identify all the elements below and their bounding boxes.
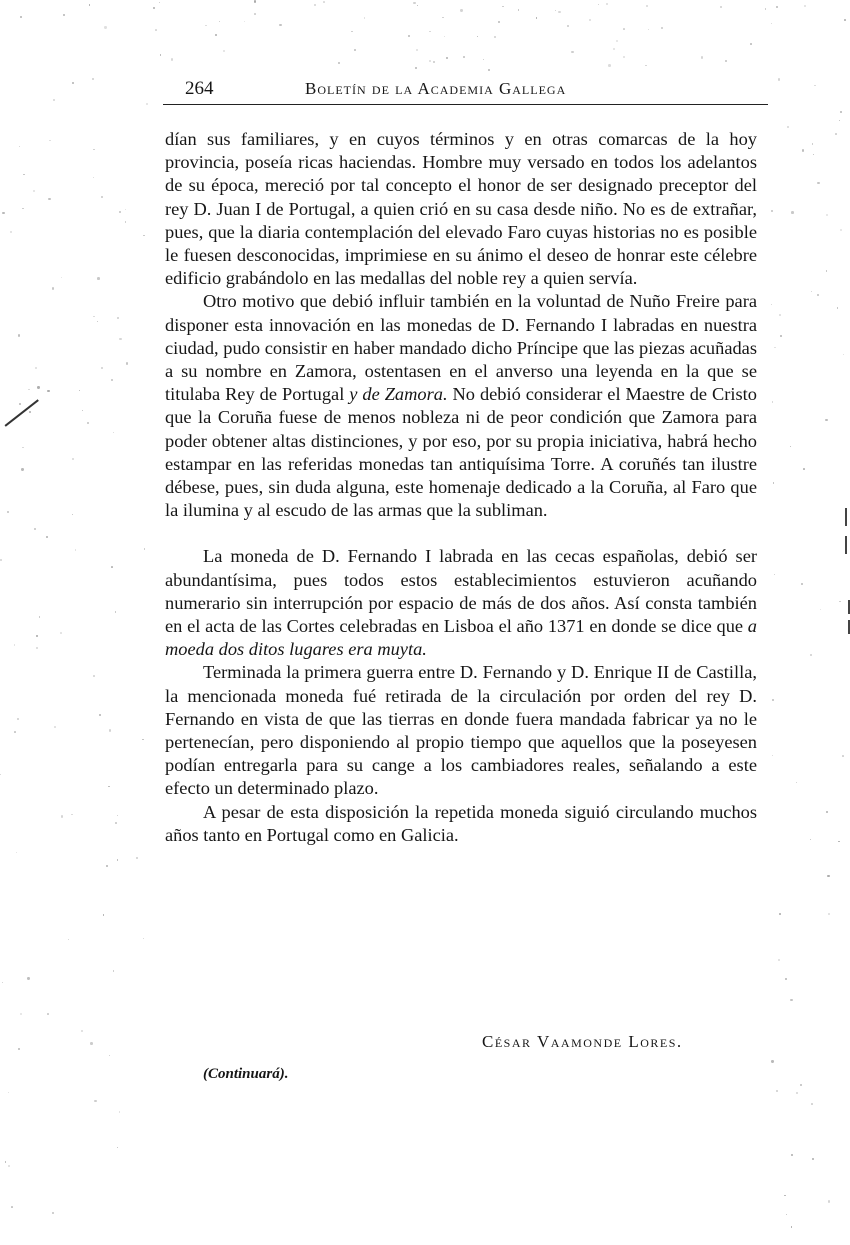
scan-speck: [720, 6, 722, 8]
scan-speck: [558, 11, 560, 13]
scan-speck: [93, 316, 95, 318]
scan-speck: [29, 411, 31, 413]
scan-speck: [106, 865, 108, 867]
paragraph-text: A pesar de esta disposición la repetida moneda siguió circulando muchos años tanto en Portugal como en Galicia.: [165, 801, 757, 845]
scan-speck: [413, 2, 415, 4]
scan-speck: [314, 4, 316, 6]
scan-speck: [802, 149, 804, 151]
scan-speck: [72, 514, 73, 515]
scan-speck: [126, 362, 128, 364]
scan-speck: [364, 17, 365, 18]
scan-speck: [125, 209, 126, 210]
scan-speck: [801, 583, 804, 586]
scan-speck: [765, 8, 767, 10]
scan-speck: [803, 468, 805, 470]
scan-speck: [27, 977, 29, 979]
scan-speck: [820, 609, 821, 610]
scan-speck: [828, 913, 830, 915]
scan-speck: [111, 566, 113, 568]
scan-speck: [215, 34, 217, 36]
scan-speck: [844, 19, 846, 21]
scan-speck: [791, 1226, 793, 1228]
scan-speck: [776, 1090, 778, 1092]
margin-stroke: [5, 399, 39, 426]
scan-speck: [19, 403, 21, 405]
scan-speck: [323, 1, 325, 3]
scan-speck: [23, 174, 24, 175]
scan-speck: [555, 10, 556, 11]
scan-speck: [774, 347, 776, 349]
article-body: [165, 128, 757, 847]
scan-speck: [92, 78, 94, 80]
scan-speck: [838, 841, 840, 843]
paragraph-text: La moneda de D. Fernando I labrada en las cecas españolas, debió ser abundantísima, pues todos estos establecimientos estuvieron acuñando numerario sin interrupción por espacio de más de dos años. Así consta también en el acta de las Cortes celebradas en Lisboa el año 1371 en donde se dice que: [165, 546, 757, 637]
scan-speck: [354, 49, 356, 51]
scan-speck: [2, 212, 4, 214]
scan-speck: [8, 1165, 11, 1168]
scan-speck: [813, 154, 815, 156]
scan-speck: [778, 959, 780, 961]
scan-speck: [776, 6, 778, 8]
scan-speck: [63, 14, 65, 16]
scan-speck: [790, 999, 792, 1001]
scan-speck: [97, 321, 98, 322]
scan-speck: [97, 277, 100, 280]
scan-speck: [223, 50, 225, 52]
scan-speck: [779, 913, 781, 915]
scan-speck: [416, 49, 418, 51]
scan-speck: [115, 822, 117, 824]
scan-speck: [598, 4, 600, 6]
scan-speck: [119, 1111, 120, 1112]
scan-speck: [37, 386, 39, 388]
scan-speck: [159, 2, 160, 3]
italic-quote: a moeda dos ditos lugares era muyta.: [165, 616, 757, 660]
running-title: Boletín de la Academia Gallega: [305, 79, 567, 98]
scan-speck: [786, 1214, 788, 1216]
scan-speck: [613, 48, 615, 50]
scan-speck: [772, 755, 773, 756]
scan-speck: [826, 270, 827, 271]
italic-phrase: y de Zamora.: [349, 384, 448, 405]
scan-speck: [20, 16, 22, 18]
scan-speck: [606, 3, 608, 5]
scan-speck: [771, 23, 772, 24]
scan-speck: [18, 1048, 20, 1050]
scan-speck: [796, 782, 797, 783]
scan-speck: [117, 317, 119, 319]
scan-speck: [155, 29, 157, 31]
scan-speck: [804, 5, 806, 7]
scan-speck: [101, 367, 103, 369]
scan-speck: [71, 814, 73, 816]
scan-speck: [89, 4, 90, 5]
scan-speck: [117, 815, 118, 816]
scan-speck: [28, 389, 29, 390]
paragraph: [165, 661, 757, 800]
scan-speck: [518, 9, 519, 10]
scan-speck: [119, 211, 121, 213]
scan-speck: [46, 536, 48, 538]
scan-speck: [75, 549, 77, 551]
scan-speck: [787, 126, 789, 128]
scan-speck: [839, 120, 840, 121]
scan-speck: [48, 198, 50, 200]
scan-speck: [827, 875, 829, 877]
scan-speck: [429, 31, 430, 32]
scan-speck: [810, 839, 811, 840]
scan-speck: [117, 1147, 119, 1149]
scan-speck: [136, 857, 138, 859]
scan-speck: [14, 644, 15, 645]
scan-speck: [113, 970, 115, 972]
scan-speck: [81, 1030, 83, 1032]
scan-speck: [35, 367, 37, 369]
scan-speck: [567, 25, 569, 27]
continuation-note: (Continuará).: [203, 1066, 289, 1082]
scan-speck: [825, 419, 827, 421]
scan-speck: [772, 699, 774, 701]
scan-speck: [433, 61, 435, 63]
scan-speck: [143, 938, 144, 939]
scan-speck: [171, 58, 174, 61]
scan-speck: [488, 69, 490, 71]
scan-speck: [8, 1092, 9, 1093]
scan-speck: [817, 182, 819, 184]
scan-speck: [460, 9, 462, 11]
scan-speck: [99, 714, 101, 716]
scan-speck: [144, 548, 145, 549]
scan-speck: [10, 231, 11, 232]
margin-mark: [845, 536, 847, 554]
scan-speck: [39, 616, 41, 618]
scan-speck: [810, 654, 812, 656]
scan-speck: [72, 82, 73, 83]
scan-speck: [60, 632, 62, 634]
scan-speck: [14, 731, 16, 733]
scan-speck: [571, 51, 573, 53]
scan-speck: [146, 103, 148, 105]
scan-speck: [796, 1092, 798, 1094]
scan-speck: [778, 78, 780, 80]
scan-speck: [49, 140, 51, 142]
scan-speck: [111, 379, 113, 381]
scan-speck: [0, 559, 2, 561]
scan-speck: [817, 294, 819, 296]
scan-speck: [205, 25, 206, 26]
scan-speck: [835, 133, 837, 135]
scan-speck: [22, 447, 23, 448]
scan-speck: [648, 29, 649, 30]
scan-speck: [21, 468, 23, 470]
scan-speck: [477, 36, 478, 37]
scan-speck: [54, 726, 56, 728]
scan-speck: [109, 1055, 110, 1056]
scan-speck: [826, 811, 828, 813]
scan-speck: [826, 214, 828, 216]
scan-speck: [34, 528, 36, 530]
paragraph-text: Otro motivo que debió influir también en la voluntad de Nuño Freire para disponer esta innovación en las monedas de D. Fernando I labradas en nuestra ciudad, pudo consistir en haber mandado dicho Príncipe que las piezas acuñadas a su nombre en Zamora, ostentasen en el anverso una leyenda en la que se titulaba Rey de Portugal: [165, 291, 757, 405]
scan-speck: [811, 291, 812, 292]
scan-speck: [93, 675, 95, 677]
scan-speck: [279, 24, 281, 26]
scan-speck: [79, 390, 80, 391]
paragraph-text: Terminada la primera guerra entre D. Fernando y D. Enrique II de Castilla, la mencionada moneda fué retirada de la circulación por orden del rey D. Fernando en vista de que las tierras en donde fuera mandada fabricar ya no le pertenecían, pero disponiendo al propio tiempo que aquellos que la poseyesen podían entregarla para su cange a los cambiadores reales, señalando a este efecto un determinado plazo.: [165, 662, 757, 799]
scan-speck: [142, 739, 143, 740]
paragraph-text: No debió considerar el Maestre de Cristo que la Coruña fuese de menos nobleza ni de peor condición que Zamora para poder obtener altas distinciones, y por eso, por su propia iniciativa, habrá hecho estampar en las referidas monedas tan antiquísima Torre. A coruñés tan ilustre débese, pues, sin duda alguna, este homenaje dedicado a la Coruña, al Faro que la ilumina y al escudo de las armas que la subliman.: [165, 384, 757, 521]
scan-speck: [442, 17, 444, 19]
scan-speck: [494, 36, 496, 38]
scan-speck: [2, 982, 3, 983]
scan-speck: [646, 5, 648, 7]
scan-speck: [774, 574, 775, 575]
scan-speck: [94, 1100, 97, 1103]
scan-speck: [52, 1212, 54, 1214]
scan-speck: [115, 611, 116, 612]
scan-speck: [93, 177, 94, 178]
scan-speck: [47, 390, 49, 392]
scan-speck: [119, 338, 121, 340]
scan-speck: [351, 31, 353, 33]
scan-speck: [790, 446, 791, 447]
scan-speck: [417, 5, 418, 6]
scan-speck: [113, 432, 114, 433]
scan-speck: [812, 143, 813, 144]
scan-speck: [143, 235, 145, 237]
scan-speck: [780, 335, 782, 337]
scan-speck: [52, 287, 54, 289]
page-header: [163, 76, 768, 105]
scan-speck: [82, 410, 83, 411]
scan-speck: [701, 56, 703, 58]
scan-speck: [812, 1158, 814, 1160]
scan-speck: [784, 1195, 785, 1196]
scan-speck: [536, 17, 537, 18]
scan-speck: [61, 815, 63, 817]
scan-speck: [93, 149, 94, 150]
scan-speck: [623, 28, 625, 30]
scan-speck: [19, 146, 20, 147]
paragraph: [165, 545, 757, 661]
scan-speck: [828, 1200, 830, 1202]
scan-speck: [36, 647, 38, 649]
scan-speck: [800, 1084, 802, 1086]
scan-speck: [16, 852, 17, 853]
scan-speck: [772, 401, 774, 403]
scan-speck: [338, 62, 340, 64]
scan-speck: [771, 1060, 773, 1062]
scan-speck: [47, 1013, 49, 1015]
scan-speck: [33, 190, 35, 192]
scan-speck: [244, 21, 245, 22]
scan-speck: [5, 1161, 6, 1162]
scan-speck: [87, 422, 89, 424]
page-number: 264: [185, 78, 214, 99]
scan-speck: [463, 56, 465, 58]
scan-speck: [17, 718, 19, 720]
scan-speck: [725, 60, 727, 62]
scan-speck: [103, 914, 104, 915]
scan-speck: [811, 1103, 813, 1105]
scan-speck: [779, 314, 781, 316]
scan-speck: [814, 85, 815, 86]
scan-speck: [773, 482, 774, 483]
scan-speck: [408, 35, 410, 37]
scan-speck: [840, 229, 842, 231]
scan-speck: [502, 6, 503, 7]
scan-speck: [20, 1013, 22, 1015]
scan-speck: [415, 67, 417, 69]
paragraph: [165, 290, 757, 522]
scan-speck: [11, 1206, 13, 1208]
scan-speck: [608, 64, 611, 67]
paragraph: [165, 801, 757, 847]
paragraph-text: dían sus familiares, y en cuyos términos y en otras comarcas de la hoy provincia, poseía ricas haciendas. Hombre muy versado en todos los adelantos de su época, mereció por tal concepto el honor de ser designado preceptor del rey D. Juan I de Portugal, a quien crió en su casa desde niño. No es de extrañar, pues, que la diaria contemplación del elevado Faro cuyas historias no es posible le fuesen desconocidas, imprimiese en su ánimo el deseo de honrar este célebre edificio grabándolo en las medallas del noble rey a quien servía.: [165, 129, 757, 289]
scan-speck: [623, 56, 625, 58]
scan-speck: [645, 65, 646, 66]
scan-speck: [125, 221, 127, 223]
scan-speck: [90, 1042, 93, 1045]
scan-speck: [661, 27, 663, 29]
scan-speck: [842, 755, 844, 757]
scan-speck: [843, 354, 844, 355]
scan-speck: [108, 786, 110, 788]
scan-speck: [750, 43, 752, 45]
scan-speck: [483, 59, 484, 60]
scan-speck: [104, 26, 106, 28]
scan-speck: [18, 334, 21, 337]
scan-speck: [589, 19, 591, 21]
scan-speck: [616, 40, 618, 42]
margin-mark: [845, 508, 847, 526]
scan-speck: [160, 54, 162, 56]
scan-speck: [839, 601, 840, 602]
scan-speck: [791, 1154, 793, 1156]
scan-speck: [429, 60, 431, 62]
scan-speck: [0, 774, 1, 775]
scan-speck: [36, 635, 37, 636]
scan-speck: [68, 939, 69, 940]
scan-speck: [771, 304, 772, 305]
scan-speck: [153, 7, 155, 9]
scan-speck: [840, 111, 842, 113]
author-signature: César Vaamonde Lores.: [482, 1032, 683, 1051]
scan-speck: [771, 210, 773, 212]
scan-speck: [7, 511, 9, 513]
scan-speck: [53, 99, 55, 101]
scan-speck: [498, 21, 500, 23]
scan-speck: [101, 196, 103, 198]
scan-speck: [117, 859, 118, 860]
scan-speck: [219, 21, 220, 22]
scan-speck: [444, 36, 445, 37]
scan-speck: [446, 57, 448, 59]
paragraph-continuation: [165, 128, 757, 290]
scan-speck: [72, 458, 74, 460]
scan-speck: [22, 208, 23, 209]
scan-speck: [109, 729, 112, 732]
scan-speck: [254, 13, 256, 15]
scan-speck: [837, 307, 839, 309]
scan-speck: [785, 978, 787, 980]
scan-speck: [254, 0, 256, 2]
scan-speck: [791, 211, 794, 214]
scan-speck: [61, 277, 63, 279]
